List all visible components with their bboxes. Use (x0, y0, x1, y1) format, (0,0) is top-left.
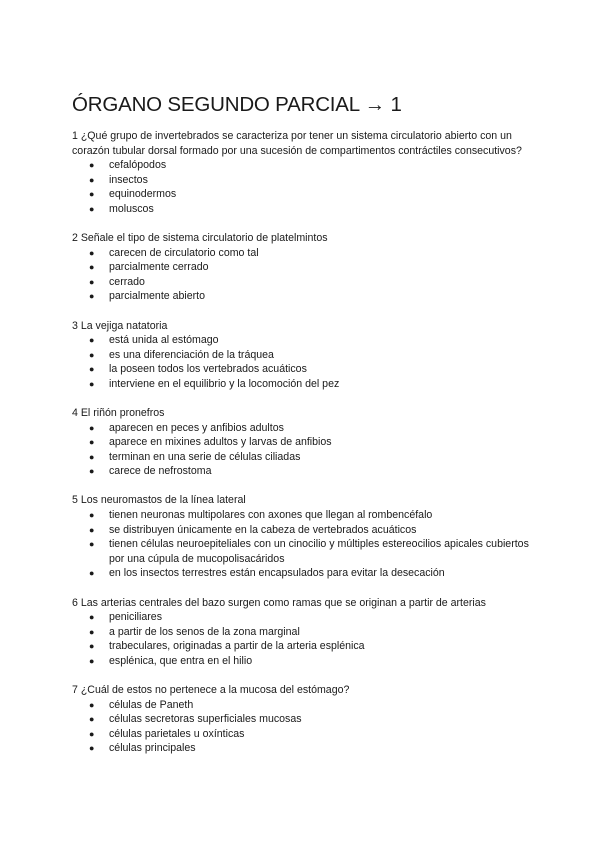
answer-option-text: parcialmente abierto (109, 290, 205, 303)
answer-option (72, 158, 532, 173)
bullet-icon: ● (89, 203, 95, 214)
answer-option-text: la poseen todos los vertebrados acuáticos (109, 363, 307, 376)
answer-option-text: células secretoras superficiales mucosas (109, 713, 302, 726)
answer-option-text: es una diferenciación de la tráquea (109, 348, 274, 361)
answer-option (72, 625, 532, 640)
answer-option-text: esplénica, que entra en el hilio (109, 654, 253, 667)
answer-option (72, 333, 532, 348)
bullet-icon: ● (89, 743, 95, 754)
answer-option (72, 275, 532, 290)
question-7 (72, 683, 532, 756)
bullet-icon: ● (89, 466, 95, 477)
answer-option (72, 435, 532, 450)
bullet-icon: ● (89, 626, 95, 637)
question-2 (72, 231, 532, 304)
bullet-icon: ● (89, 160, 95, 171)
bullet-icon: ● (89, 451, 95, 462)
answer-option-text: carecen de circulatorio como tal (109, 246, 259, 259)
answer-option (72, 173, 532, 188)
answer-option (72, 246, 532, 261)
answer-option-text: células principales (109, 742, 196, 755)
answer-option-text: insectos (109, 173, 148, 186)
answer-option-text: células de Paneth (109, 698, 194, 711)
bullet-icon: ● (89, 714, 95, 725)
answer-option (72, 654, 532, 669)
answer-option (72, 362, 532, 377)
answer-option (72, 260, 532, 275)
question-text: 7 ¿Cuál de estos no pertenece a la mucosa del estómago? (72, 684, 350, 696)
bullet-icon: ● (89, 568, 95, 579)
document-page (72, 92, 532, 770)
answer-option-text: tienen células neuroepiteliales con un cinocilio y múltiples estereocilios apicales cubiertos por una cúpula de mucopolisacáridos (109, 538, 529, 565)
question-text: 2 Señale el tipo de sistema circulatorio de platelmintos (72, 232, 328, 245)
bullet-icon: ● (89, 378, 95, 389)
bullet-icon: ● (89, 174, 95, 185)
bullet-icon: ● (89, 655, 95, 666)
question-text: 1 ¿Qué grupo de invertebrados se caracteriza por tener un sistema circulatorio abierto con un corazón tubular dorsal formado por una sucesión de compartimentos contráctiles consecutivos? (72, 130, 522, 157)
answer-option (72, 202, 532, 217)
answer-option (72, 464, 532, 479)
answer-options (72, 421, 532, 479)
question-list (72, 129, 532, 756)
bullet-icon: ● (89, 641, 95, 652)
question-text: 4 El riñón pronefros (72, 407, 165, 419)
bullet-icon: ● (89, 262, 95, 273)
answer-option-text: en los insectos terrestres están encapsulados para evitar la desecación (109, 567, 445, 580)
answer-option-text: aparece en mixines adultos y larvas de anfibios (109, 436, 332, 449)
answer-option (72, 187, 532, 202)
answer-option (72, 741, 532, 756)
answer-options (72, 698, 532, 756)
answer-option-text: carece de nefrostoma (109, 465, 212, 478)
answer-option-text: se distribuyen únicamente en la cabeza de vertebrados acuáticos (109, 523, 417, 536)
question-6 (72, 596, 532, 669)
answer-option (72, 289, 532, 304)
answer-option (72, 348, 532, 363)
bullet-icon: ● (89, 335, 95, 346)
bullet-icon: ● (89, 524, 95, 535)
answer-option (72, 566, 532, 581)
answer-options (72, 246, 532, 304)
bullet-icon: ● (89, 539, 95, 550)
question-3 (72, 319, 532, 392)
answer-option (72, 537, 532, 566)
answer-option-text: a partir de los senos de la zona marginal (109, 625, 300, 638)
answer-options (72, 610, 532, 668)
answer-option-text: trabeculares, originadas a partir de la arteria esplénica (109, 640, 365, 653)
answer-option-text: cerrado (109, 275, 145, 288)
bullet-icon: ● (89, 422, 95, 433)
answer-option-text: aparecen en peces y anfibios adultos (109, 421, 284, 434)
answer-option (72, 508, 532, 523)
answer-option-text: terminan en una serie de células ciliadas (109, 450, 301, 463)
bullet-icon: ● (89, 699, 95, 710)
answer-option-text: moluscos (109, 202, 154, 215)
answer-options (72, 508, 532, 581)
answer-option (72, 610, 532, 625)
answer-option-text: parcialmente cerrado (109, 261, 209, 274)
bullet-icon: ● (89, 728, 95, 739)
answer-option-text: peniciliares (109, 611, 162, 624)
question-text: 5 Los neuromastos de la línea lateral (72, 494, 246, 507)
question-4 (72, 406, 532, 479)
answer-option-text: está unida al estómago (109, 334, 219, 347)
bullet-icon: ● (89, 189, 95, 200)
answer-option-text: células parietales u oxínticas (109, 727, 245, 740)
question-1 (72, 129, 532, 217)
bullet-icon: ● (89, 247, 95, 258)
bullet-icon: ● (89, 349, 95, 360)
bullet-icon: ● (89, 291, 95, 302)
question-5 (72, 493, 532, 581)
bullet-icon: ● (89, 510, 95, 521)
answer-option (72, 523, 532, 538)
bullet-icon: ● (89, 437, 95, 448)
bullet-icon: ● (89, 612, 95, 623)
answer-options (72, 158, 532, 216)
question-text: 3 La vejiga natatoria (72, 319, 168, 332)
answer-option (72, 639, 532, 654)
answer-option (72, 698, 532, 713)
answer-option (72, 421, 532, 436)
answer-option-text: equinodermos (109, 188, 177, 201)
answer-options (72, 333, 532, 391)
answer-option-text: cefalópodos (109, 159, 167, 172)
bullet-icon: ● (89, 276, 95, 287)
answer-option (72, 712, 532, 727)
answer-option (72, 450, 532, 465)
answer-option-text: tienen neuronas multipolares con axones que llegan al rombencéfalo (109, 509, 433, 522)
answer-option (72, 727, 532, 742)
question-text: 6 Las arterias centrales del bazo surgen como ramas que se originan a partir de arterias (72, 596, 486, 609)
answer-option-text: interviene en el equilibrio y la locomoción del pez (109, 377, 340, 390)
bullet-icon: ● (89, 364, 95, 375)
answer-option (72, 377, 532, 392)
document-title: ÓRGANO SEGUNDO PARCIAL → 1 (72, 93, 402, 116)
